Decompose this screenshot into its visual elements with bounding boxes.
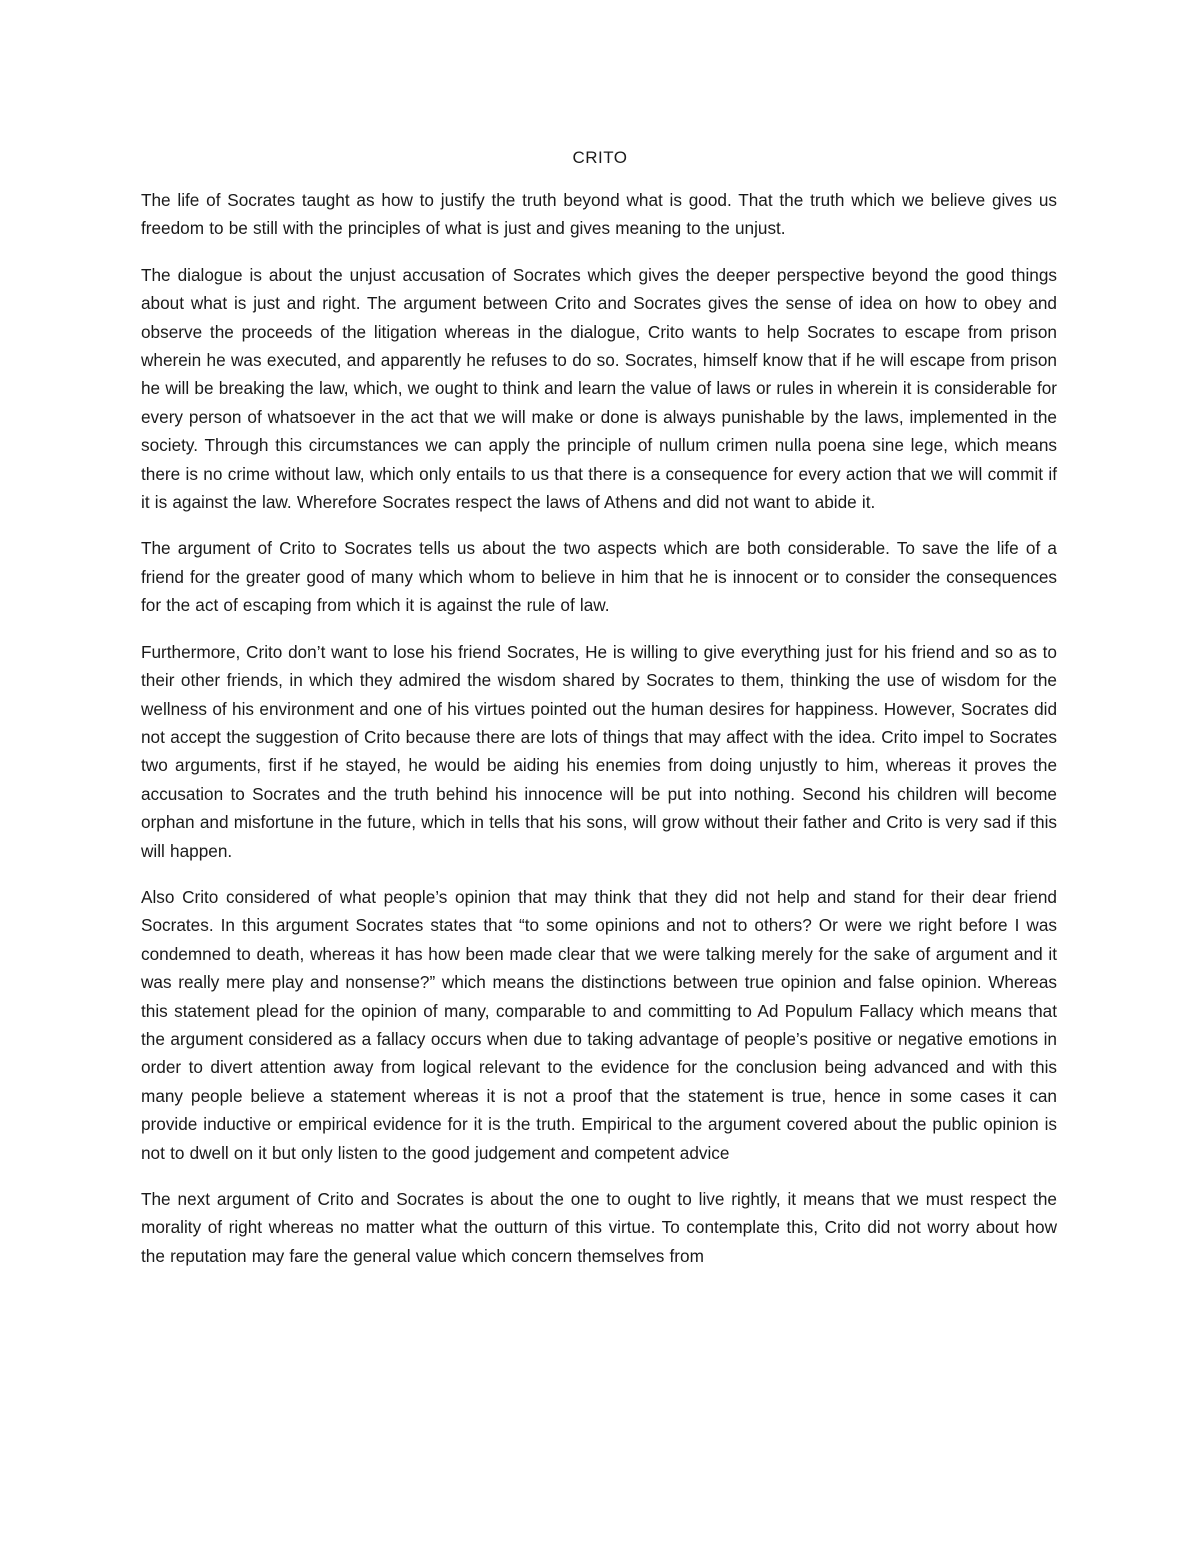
document-title: CRITO — [572, 148, 628, 167]
document-body — [141, 186, 1057, 1288]
paragraph-argument: The argument of Crito to Socrates tells us about the two aspects which are both considerable. To save the life of a friend for the greater good of many which whom to believe in him that he is innocent or to consider the consequences for the act of escaping from which it is against the rule of law. — [141, 538, 1057, 616]
paragraph-dialogue: The dialogue is about the unjust accusation of Socrates which gives the deeper perspective beyond the good things about what is just and right. The argument between Crito and Socrates gives the sense of idea on how to obey and observe the proceeds of the litigation whereas in the dialogue, Crito wants to help Socrates to escape from prison wherein he was executed, and apparently he refuses to do so. Socrates, himself know that if he will escape from prison he will be breaking the law, which, we ought to think and learn the value of laws or rules in wherein it is considerable for every person of whatsoever in the act that we will make or done is always punishable by the laws, implemented in the society. Through this circumstances we can apply the principle of nullum crimen nulla poena sine lege, which means there is no crime without law, which only entails to us that there is a consequence for every action that we will commit if it is against the law. Wherefore Socrates respect the laws of Athens and did not want to abide it. — [141, 264, 1057, 513]
paragraph-next-argument: The next argument of Crito and Socrates is about the one to ought to live rightly, it means that we must respect the morality of right whereas no matter what the outturn of this virtue. To contemplate this, Crito did not worry about how the reputation may fare the general value which concern themselves from — [141, 1189, 1057, 1266]
paragraph-intro: The life of Socrates taught as how to justify the truth beyond what is good. That the truth which we believe gives us freedom to be still with the principles of what is just and gives meaning to the unjust. — [141, 190, 1057, 239]
paragraph-opinion: Also Crito considered of what people’s opinion that may think that they did not help and stand for their dear friend Socrates. In this argument Socrates states that “to some opinions and not to others? Or were we right before I was condemned to death, whereas it has how been made clear that we were talking merely for the sake of argument and it was really mere play and nonsense?” which means the distinctions between true opinion and false opinion. Whereas this statement plead for the opinion of many, comparable to and committing to Ad Populum Fallacy which means that the argument considered as a fallacy occurs when due to taking advantage of people’s positive or negative emotions in order to divert attention away from logical relevant to the evidence for the conclusion being advanced and with this many people believe a statement whereas it is not a proof that the statement is true, hence in some cases it can provide inductive or empirical evidence for it is the truth. Empirical to the argument covered about the public opinion is not to dwell on it but only listen to the good judgement and competent advice — [141, 886, 1057, 1163]
paragraph-furthermore: Furthermore, Crito don’t want to lose his friend Socrates, He is willing to give everything just for his friend and so as to their other friends, in which they admired the wisdom shared by Socrates to them, thinking the use of wisdom for the wellness of his environment and one of his virtues pointed out the human desires for happiness. However, Socrates did not accept the suggestion of Crito because there are lots of things that may affect with the idea. Crito impel to Socrates two arguments, first if he stayed, he would be aiding his enemies from doing unjustly to him, whereas it proves the accusation to Socrates and the truth behind his innocence will be put into nothing. Second his children will become orphan and misfortune in the future, which in tells that his sons, will grow without their father and Crito is very sad if this will happen. — [141, 641, 1057, 861]
